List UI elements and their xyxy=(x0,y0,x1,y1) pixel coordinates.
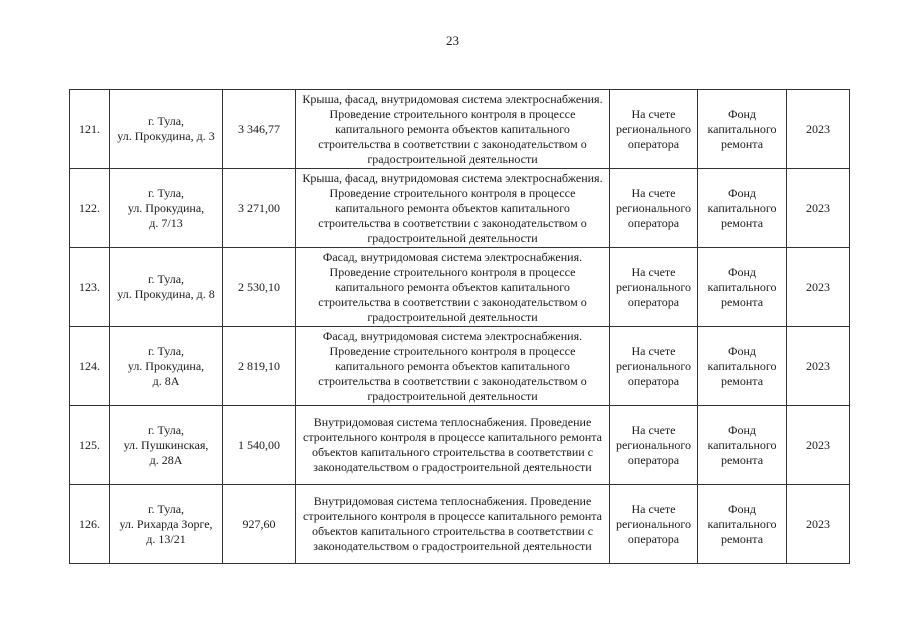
address-cell xyxy=(110,485,223,564)
table-row xyxy=(70,169,850,248)
address-lines xyxy=(128,186,204,231)
area-cell: 1 540,00 xyxy=(223,406,296,485)
address-line: ул. Прокудина, д. 8 xyxy=(117,287,215,301)
address-line: ул. Пушкинская, xyxy=(123,437,209,452)
address-line: г. Тула, xyxy=(147,185,185,200)
row-number-cell: 126. xyxy=(70,485,110,564)
address-line: г. Тула, xyxy=(147,501,185,516)
table-row xyxy=(70,327,850,406)
year-cell: 2023 xyxy=(787,248,850,327)
address-line: ул. Прокудина, д. 3 xyxy=(117,129,215,143)
address-line: ул. Рихарда Зорге, xyxy=(119,516,213,531)
works-cell: Крыша, фасад, внутридомовая система электроснабжения. Проведение строительного контроля в процессе капитального ремонта объектов капитального строительства в соответствии с законодательством о градостроительной деятельности xyxy=(296,169,610,248)
fund-cell: Фонд капитального ремонта xyxy=(698,90,787,169)
area-cell: 3 346,77 xyxy=(223,90,296,169)
account-cell: На счете регионального оператора xyxy=(610,406,698,485)
address-line: ул. Прокудина, xyxy=(127,358,205,373)
account-cell: На счете регионального оператора xyxy=(610,169,698,248)
row-number-cell: 125. xyxy=(70,406,110,485)
works-cell: Внутридомовая система теплоснабжения. Проведение строительного контроля в процессе капитального ремонта объектов капитального строительства в соответствии с законодательством о градостроительной деятельности xyxy=(296,406,610,485)
area-cell: 2 530,10 xyxy=(223,248,296,327)
fund-cell: Фонд капитального ремонта xyxy=(698,169,787,248)
area-cell: 2 819,10 xyxy=(223,327,296,406)
address-line: ул. Прокудина, xyxy=(127,200,205,215)
address-lines xyxy=(117,114,214,144)
fund-cell: Фонд капитального ремонта xyxy=(698,327,787,406)
year-cell: 2023 xyxy=(787,169,850,248)
address-line: г. Тула, xyxy=(147,114,185,128)
address-cell xyxy=(110,169,223,248)
repair-program-table xyxy=(69,89,850,564)
table-row xyxy=(70,90,850,169)
page-number: 23 xyxy=(446,33,459,48)
address-cell xyxy=(110,406,223,485)
table-row xyxy=(70,406,850,485)
fund-cell: Фонд капитального ремонта xyxy=(698,406,787,485)
year-cell: 2023 xyxy=(787,327,850,406)
address-lines xyxy=(117,272,214,302)
address-lines xyxy=(119,502,212,547)
row-number-cell: 122. xyxy=(70,169,110,248)
works-cell: Фасад, внутридомовая система электроснабжения. Проведение строительного контроля в процессе капитального ремонта объектов капитального строительства в соответствии с законодательством о градостроительной деятельности xyxy=(296,248,610,327)
works-cell: Внутридомовая система теплоснабжения. Проведение строительного контроля в процессе капитального ремонта объектов капитального строительства в соответствии с законодательством о градостроительной деятельности xyxy=(296,485,610,564)
address-line: д. 7/13 xyxy=(149,215,183,230)
works-cell: Фасад, внутридомовая система электроснабжения. Проведение строительного контроля в процессе капитального ремонта объектов капитального строительства в соответствии с законодательством о градостроительной деятельности xyxy=(296,327,610,406)
address-lines xyxy=(128,344,204,389)
table-body xyxy=(70,90,850,564)
row-number-cell: 124. xyxy=(70,327,110,406)
address-lines xyxy=(124,423,209,468)
table-row xyxy=(70,485,850,564)
account-cell: На счете регионального оператора xyxy=(610,327,698,406)
address-cell xyxy=(110,90,223,169)
table-row xyxy=(70,248,850,327)
address-cell xyxy=(110,248,223,327)
row-number-cell: 121. xyxy=(70,90,110,169)
area-cell: 927,60 xyxy=(223,485,296,564)
row-number-cell: 123. xyxy=(70,248,110,327)
address-line: д. 8А xyxy=(152,373,180,388)
account-cell: На счете регионального оператора xyxy=(610,485,698,564)
year-cell: 2023 xyxy=(787,485,850,564)
account-cell: На счете регионального оператора xyxy=(610,248,698,327)
account-cell: На счете регионального оператора xyxy=(610,90,698,169)
address-line: г. Тула, xyxy=(147,422,185,437)
area-cell: 3 271,00 xyxy=(223,169,296,248)
address-line: д. 13/21 xyxy=(146,531,186,546)
address-line: г. Тула, xyxy=(147,343,185,358)
fund-cell: Фонд капитального ремонта xyxy=(698,485,787,564)
address-line: д. 28А xyxy=(149,452,183,467)
year-cell: 2023 xyxy=(787,90,850,169)
fund-cell: Фонд капитального ремонта xyxy=(698,248,787,327)
address-cell xyxy=(110,327,223,406)
works-cell: Крыша, фасад, внутридомовая система электроснабжения. Проведение строительного контроля в процессе капитального ремонта объектов капитального строительства в соответствии с законодательством о градостроительной деятельности xyxy=(296,90,610,169)
address-line: г. Тула, xyxy=(147,272,185,286)
year-cell: 2023 xyxy=(787,406,850,485)
